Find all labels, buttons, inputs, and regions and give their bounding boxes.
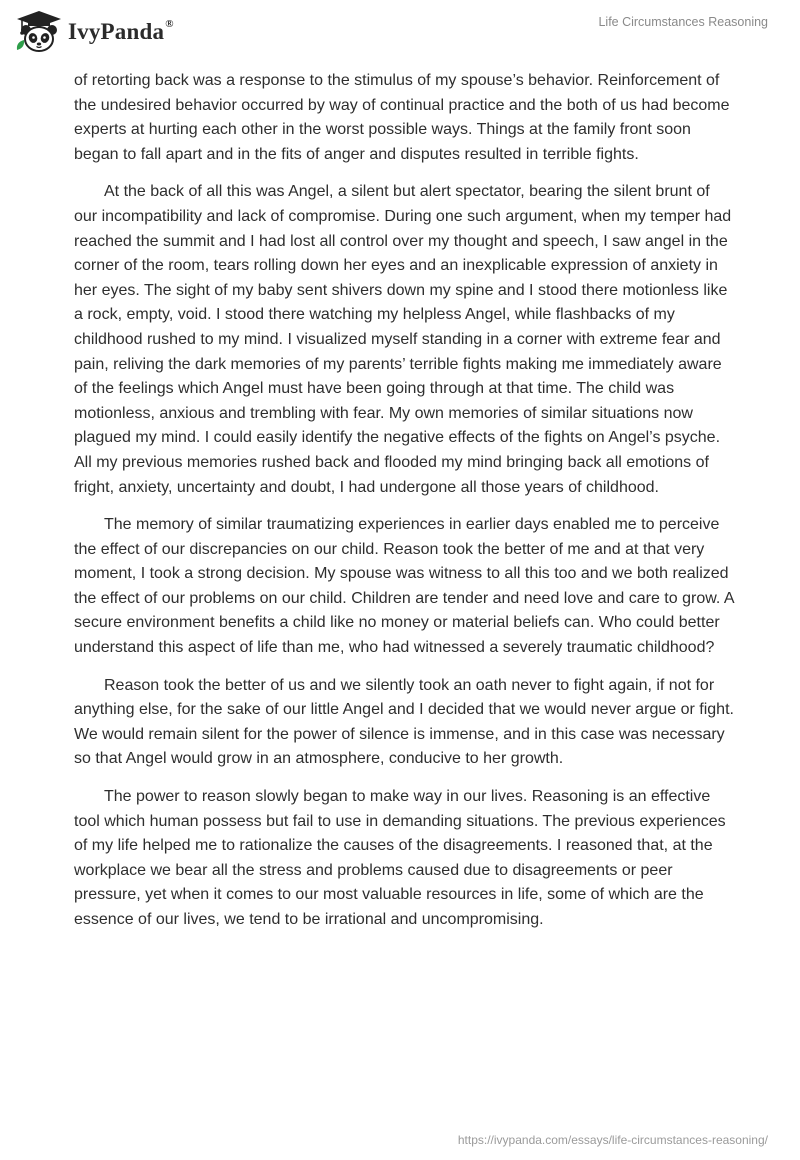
paragraph: Reason took the better of us and we silently took an oath never to fight again, if not for anything else, for the sake of our little Angel and I decided that we would never argue or fight. We would remain silent for the power of silence is immense, and in this case was necessary so that Angel would grow in an atmosphere, conducive to her growth. xyxy=(74,676,734,768)
paragraph: At the back of all this was Angel, a silent but alert spectator, bearing the silent brunt of our incompatibility and lack of compromise. During one such argument, when my temper had reached the summit and I had lost all control over my thought and speech, I saw angel in the corner of the room, tears rolling down her eyes and an inexplicable expression of anxiety in her eyes. The sight of my baby sent shivers down my spine and I stood there motionless like a rock, empty, void. I stood there watching my helpless Angel, while flashbacks of my childhood rushed to my mind. I visualized myself standing in a corner with extreme fear and pain, reliving the dark memories of my parents’ terrible fights making me immediately aware of the feelings which Angel must have been going through at that time. The child was motionless, anxious and trembling with fear. My own memories of similar situations now plagued my mind. I could easily identify the negative effects of the fights on Angel’s psyche. All my previous memories rushed back and flooded my mind bringing back all emotions of fright, anxiety, uncertainty and doubt, I had undergone all those years of childhood. xyxy=(74,183,732,496)
paragraph: The memory of similar traumatizing experiences in earlier days enabled me to perceive the effect of our discrepancies on our child. Reason took the better of me and at that very moment, I took a strong decision. My spouse was witness to all this too and we both realized the effect of our problems on our child. Children are tender and need love and care to grow. A secure environment benefits a child like no money or material beliefs can. Who could better understand this aspect of life than me, who had witnessed a severely traumatic childhood? xyxy=(74,516,734,657)
document-title: Life Circumstances Reasoning xyxy=(598,15,768,29)
page-header xyxy=(0,0,800,60)
brand-logo[interactable] xyxy=(14,10,174,54)
brand-name: IvyPanda® xyxy=(68,18,174,44)
panda-graduation-cap-icon xyxy=(14,10,64,54)
paragraph: of retorting back was a response to the stimulus of my spouse’s behavior. Reinforcement of the undesired behavior occurred by way of continual practice and the both of us had become experts at hurting each other in the worst possible ways. Things at the family front soon began to fall apart and in the fits of anger and disputes resulted in terrible fights. xyxy=(74,72,730,163)
essay-body xyxy=(74,69,734,946)
paragraph: The power to reason slowly began to make way in our lives. Reasoning is an effective tool which human possess but fail to use in demanding situations. The previous experiences of my life helped me to rationalize the causes of the disagreements. I reasoned that, at the workplace we bear all the stress and problems caused due to disagreements or peer pressure, yet when it comes to our most valuable resources in life, some of which are the essence of our lives, we tend to be irrational and uncompromising. xyxy=(74,788,726,928)
source-url[interactable]: https://ivypanda.com/essays/life-circumstances-reasoning/ xyxy=(457,1133,768,1147)
